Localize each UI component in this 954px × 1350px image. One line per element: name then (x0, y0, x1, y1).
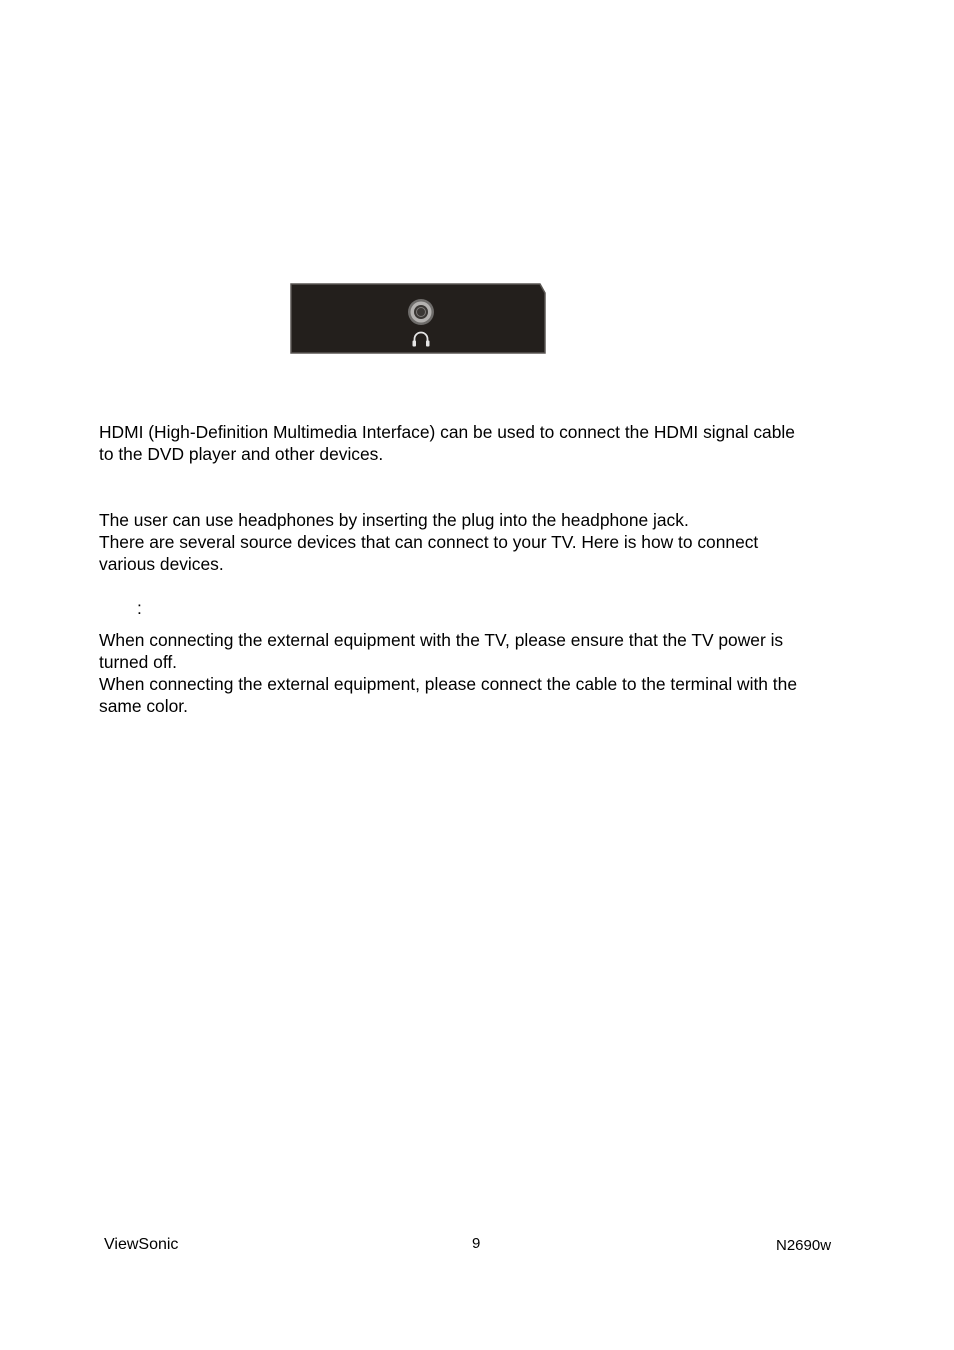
note-colon: : (137, 598, 142, 618)
footer-brand: ViewSonic (104, 1236, 179, 1253)
headphone-jack-panel-image (290, 283, 546, 354)
warning-line-4: same color. (99, 696, 188, 716)
page-number: 9 (472, 1235, 481, 1252)
hdmi-line-2: to the DVD player and other devices. (99, 444, 384, 464)
headphone-line-2: There are several source devices that can connect to your TV. Here is how to connect (99, 532, 759, 552)
warning-line-2: turned off. (99, 652, 177, 672)
hdmi-line-1: HDMI (High-Definition Multimedia Interface) can be used to connect the HDMI signal cable (99, 422, 795, 442)
connection-warnings (99, 629, 859, 717)
warning-line-3: When connecting the external equipment, please connect the cable to the terminal with the (99, 674, 797, 694)
headphone-jack-icon (408, 299, 434, 325)
warning-line-1: When connecting the external equipment with the TV, please ensure that the TV power is (99, 630, 784, 650)
note-marker (137, 597, 167, 619)
headphone-line-1: The user can use headphones by inserting the plug into the headphone jack. (99, 510, 689, 530)
hdmi-description (99, 421, 859, 465)
headphone-description (99, 509, 859, 575)
headphone-line-3: various devices. (99, 554, 224, 574)
footer-model: N2690w (776, 1237, 832, 1254)
